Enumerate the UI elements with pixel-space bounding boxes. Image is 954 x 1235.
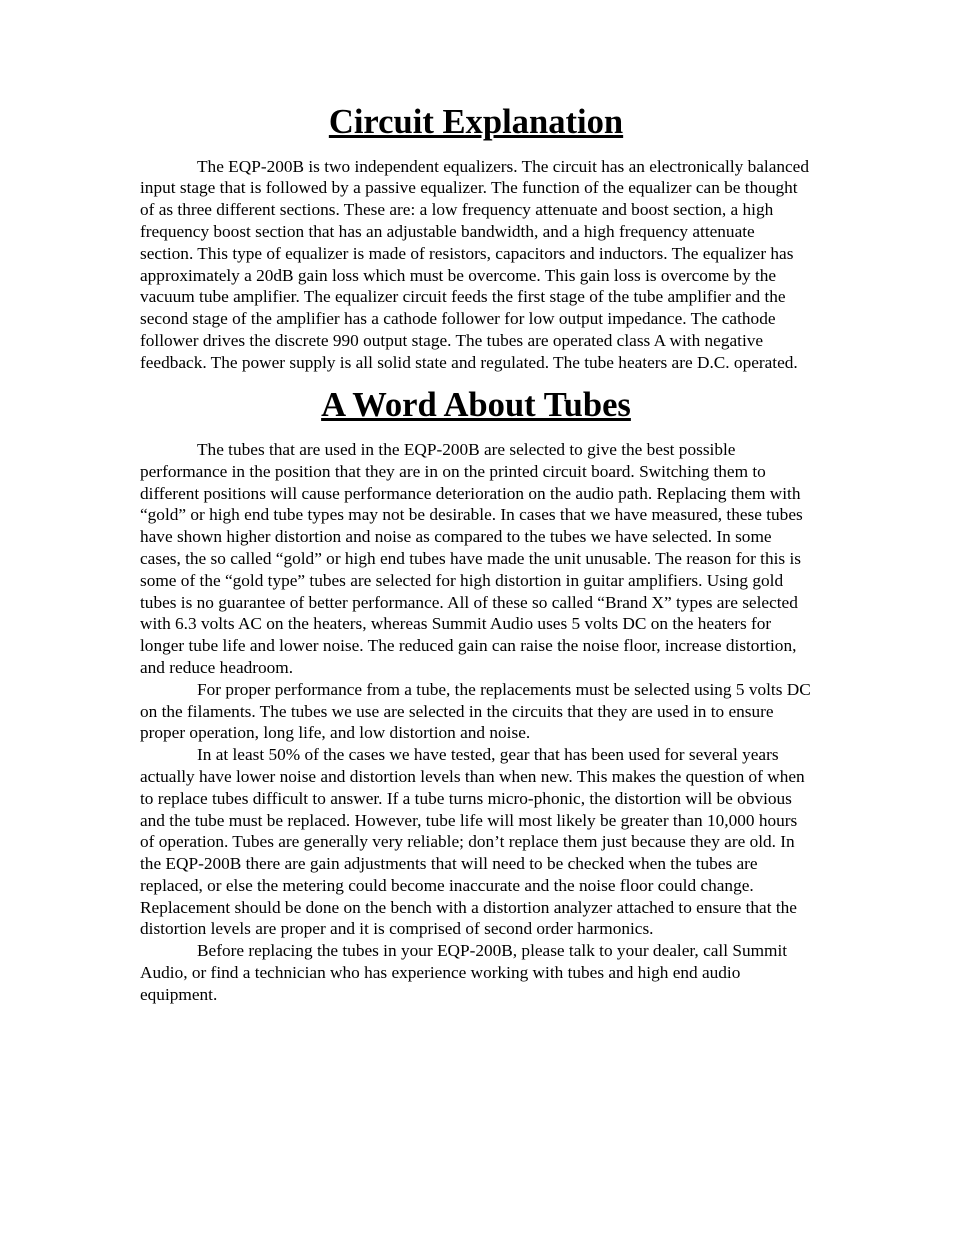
document-page [140, 103, 812, 1006]
paragraph-circuit-explanation: The EQP-200B is two independent equalizers. The circuit has an electronically balanced input stage that is followed by a passive equalizer. The function of the equalizer can be thought of as three different sections. These are: a low frequency attenuate and boost section, a high frequency boost section that has an adjustable bandwidth, and a high frequency attenuate section. This type of equalizer is made of resistors, capacitors and inductors. The equalizer has approximately a 20dB gain loss which must be overcome. This gain loss is overcome by the vacuum tube amplifier. The equalizer circuit feeds the first stage of the tube amplifier and the second stage of the amplifier has a cathode follower for low output impedance. The cathode follower drives the discrete 990 output stage. The tubes are operated class A with negative feedback. The power supply is all solid state and regulated. The tube heaters are D.C. operated. [140, 156, 809, 372]
paragraph-tubes-selection: The tubes that are used in the EQP-200B are selected to give the best possible performance in the position that they are in on the printed circuit board. Switching them to different positions will cause performance deterioration on the audio path. Replacing them with “gold” or high end tube types may not be desirable. In cases that we have measured, these tubes have shown higher distortion and noise as compared to the tubes we have selected. In some cases, the so called “gold” or high end tubes have made the unit unusable. The reason for this is some of the “gold type” tubes are selected for high distortion in guitar amplifiers. Using gold tubes is no guarantee of better performance. All of these so called “Brand X” types are selected with 6.3 volts AC on the heaters, whereas Summit Audio uses 5 volts DC on the heaters for longer tube life and lower noise. The reduced gain can raise the noise floor, increase distortion, and reduce headroom. [140, 439, 803, 677]
section-heading-circuit-explanation: Circuit Explanation [328, 103, 624, 141]
paragraph-tubes-replacement: In at least 50% of the cases we have tested, gear that has been used for several years actually have lower noise and distortion levels than when new. This makes the question of when to replace tubes difficult to answer. If a tube turns micro-phonic, the distortion will be obvious and the tube must be replaced. However, tube life will most likely be greater than 10,000 hours of operation. Tubes are generally very reliable; don’t replace them just because they are old. In the EQP-200B there are gain adjustments that will need to be checked when the tubes are replaced, or else the metering could become inaccurate and the noise floor could change. Replacement should be done on the bench with a distortion analyzer attached to ensure that the distortion levels are proper and it is comprised of second order harmonics. [140, 745, 805, 939]
section-heading-a-word-about-tubes: A Word About Tubes [321, 386, 631, 425]
paragraph-tubes-dealer: Before replacing the tubes in your EQP-200B, please talk to your dealer, call Summit Audio, or find a technician who has experience working with tubes and high end audio equipment. [140, 941, 788, 1004]
paragraph-tubes-filaments: For proper performance from a tube, the replacements must be selected using 5 volts DC on the filaments. The tubes we use are selected in the circuits that they are used in to ensure proper operation, long life, and low distortion and noise. [140, 679, 811, 743]
